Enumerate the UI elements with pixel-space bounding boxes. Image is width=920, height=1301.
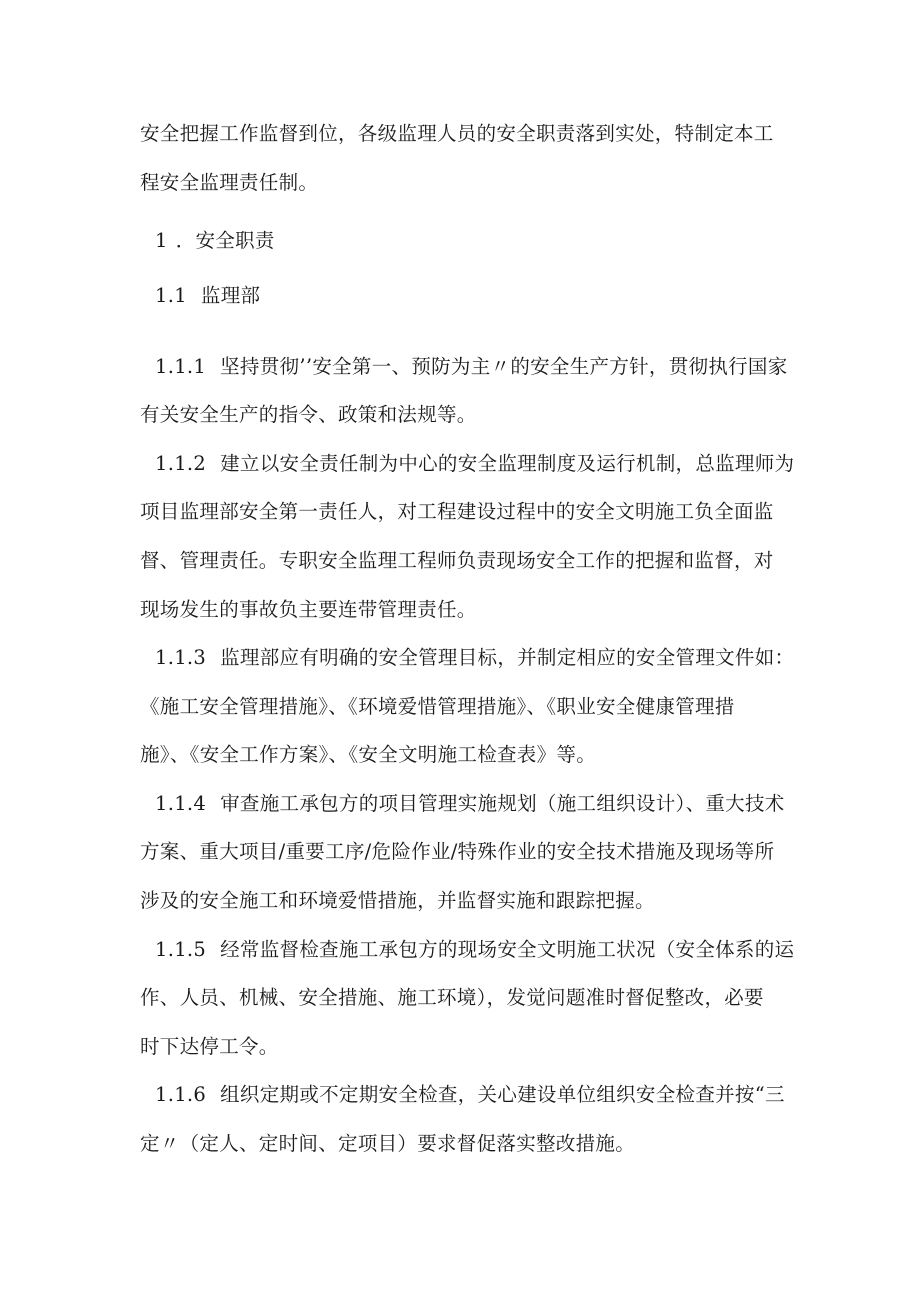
item-1-1-5-line-2: 作、人员、机械、安全措施、施工环境），发觉问题准时督促整改，必要: [140, 986, 764, 1009]
section-heading-1: [155, 229, 275, 253]
item-text: 监理部应有明确的安全管理目标，并制定相应的安全管理文件如：: [220, 646, 795, 669]
item-1-1-4-line-3: 涉及的安全施工和环境爱惜措施，并监督实施和跟踪把握。: [140, 889, 655, 912]
item-number: 1.1.6: [155, 1083, 207, 1106]
item-number: 1.1.3: [155, 646, 207, 669]
intro-line-1: 安全把握工作监督到位，各级监理人员的安全职责落到实处，特制定本工: [140, 122, 774, 145]
item-1-1-5-line-1: [155, 938, 794, 962]
item-number: 1.1.1: [155, 355, 207, 378]
intro-line-2: 程安全监理责任制。: [140, 171, 319, 194]
item-1-1-4-line-2: 方案、重大项目/重要工序/危险作业/特殊作业的安全技术措施及现场等所: [140, 840, 775, 863]
item-number: 1.1.4: [155, 792, 207, 815]
item-1-1-2-line-2: 项目监理部安全第一责任人，对工程建设过程中的安全文明施工负全面监: [140, 500, 774, 523]
section-title: 监理部: [200, 284, 261, 307]
item-1-1-6-line-2: 定〃（定人、定时间、定项目）要求督促落实整改措施。: [140, 1132, 636, 1155]
item-text: 经常监督检查施工承包方的现场安全文明施工状况（安全体系的运: [220, 938, 795, 961]
item-1-1-2-line-4: 现场发生的事故负主要连带管理责任。: [140, 598, 477, 621]
item-number: 1.1.5: [155, 938, 207, 961]
item-text: 组织定期或不定期安全检查，关心建设单位组织安全检查并按“三: [220, 1083, 785, 1106]
section-number: 1: [155, 229, 168, 252]
item-1-1-4-line-1: [155, 792, 785, 816]
item-1-1-2-line-3: 督、管理责任。专职安全监理工程师负责现场安全工作的把握和监督，对: [140, 549, 774, 572]
item-1-1-1-line-2: 有关安全生产的指令、政策和法规等。: [140, 403, 477, 426]
section-heading-1-1: [155, 284, 260, 308]
item-1-1-3-line-3: 施》、《安全工作方案》、《安全文明施工检查表》等。: [140, 743, 597, 766]
item-1-1-2-line-1: [155, 452, 794, 476]
item-1-1-1-line-1: [155, 355, 788, 379]
section-title: ．安全职责: [175, 229, 275, 252]
item-1-1-3-line-1: [155, 646, 794, 670]
item-1-1-3-line-2: 《施工安全管理措施》、《环境爱惜管理措施》、《职业安全健康管理措: [140, 695, 735, 718]
item-text: 建立以安全责任制为中心的安全监理制度及运行机制，总监理师为: [220, 452, 795, 475]
section-number: 1.1: [155, 284, 187, 307]
item-number: 1.1.2: [155, 452, 207, 475]
item-text: 审查施工承包方的项目管理实施规划（施工组织设计）、重大技术: [220, 792, 785, 815]
item-text: 坚持贯彻’’安全第一、预防为主〃的安全生产方针，贯彻执行国家: [220, 355, 788, 378]
item-1-1-5-line-3: 时下达停工令。: [140, 1035, 279, 1058]
item-1-1-6-line-1: [155, 1083, 785, 1107]
